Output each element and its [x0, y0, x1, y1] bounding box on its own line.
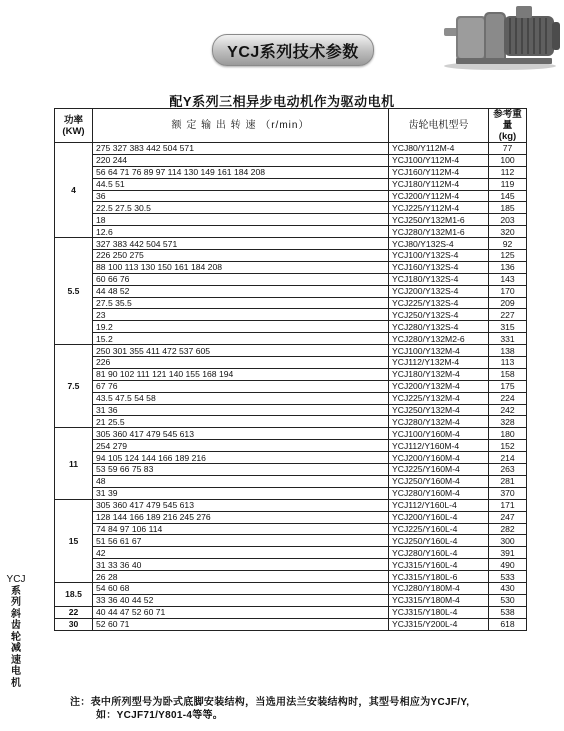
- table-row: [55, 535, 527, 547]
- speed-cell: 48: [93, 475, 389, 487]
- motor-model-cell: YCJ100/Y132S-4: [389, 250, 489, 262]
- weight-cell: 281: [489, 475, 527, 487]
- motor-model-cell: YCJ100/Y112M-4: [389, 154, 489, 166]
- weight-cell: 203: [489, 214, 527, 226]
- motor-model-cell: YCJ112/Y160L-4: [389, 499, 489, 511]
- weight-cell: 77: [489, 143, 527, 155]
- speed-cell: 27.5 35.5: [93, 297, 389, 309]
- header-weight-text: 参考重量 (kg): [493, 109, 522, 142]
- table-row: [55, 261, 527, 273]
- weight-cell: 125: [489, 250, 527, 262]
- header-speed: 额 定 输 出 转 速 （r/min）: [93, 109, 389, 143]
- side-label-char: 机: [11, 677, 21, 689]
- table-row: [55, 333, 527, 345]
- weight-cell: 138: [489, 345, 527, 357]
- weight-cell: 370: [489, 487, 527, 499]
- weight-cell: 185: [489, 202, 527, 214]
- speed-cell: 18: [93, 214, 389, 226]
- speed-cell: 26 28: [93, 571, 389, 583]
- speed-cell: 226: [93, 357, 389, 369]
- header-power: [55, 109, 93, 143]
- speed-cell: 33 36 40 44 52: [93, 594, 389, 606]
- footnote-line-2: 如：YCJF71/Y801-4等等。: [96, 710, 224, 721]
- speed-cell: 40 44 47 52 60 71: [93, 606, 389, 618]
- motor-model-cell: YCJ200/Y132S-4: [389, 285, 489, 297]
- weight-cell: 112: [489, 166, 527, 178]
- speed-cell: 254 279: [93, 440, 389, 452]
- table-row: [55, 190, 527, 202]
- speed-cell: 128 144 166 189 216 245 276: [93, 511, 389, 523]
- weight-cell: 224: [489, 392, 527, 404]
- power-cell: 30: [55, 618, 93, 630]
- speed-cell: 88 100 113 130 150 161 184 208: [93, 261, 389, 273]
- speed-cell: 250 301 355 411 472 537 605: [93, 345, 389, 357]
- table-row: [55, 487, 527, 499]
- table-row: [55, 428, 527, 440]
- table-row: [55, 178, 527, 190]
- speed-cell: 42: [93, 547, 389, 559]
- speed-cell: 44 48 52: [93, 285, 389, 297]
- speed-cell: 43.5 47.5 54 58: [93, 392, 389, 404]
- motor-model-cell: YCJ280/Y132M1-6: [389, 226, 489, 238]
- side-label-char: 减: [11, 643, 21, 654]
- side-label-char: 列: [11, 597, 21, 608]
- table-row: [55, 309, 527, 321]
- motor-model-cell: YCJ180/Y112M-4: [389, 178, 489, 190]
- gear-motor-image: [440, 2, 562, 72]
- table-row: [55, 475, 527, 487]
- speed-cell: 12.6: [93, 226, 389, 238]
- motor-model-cell: YCJ250/Y132M-4: [389, 404, 489, 416]
- motor-model-cell: YCJ112/Y160M-4: [389, 440, 489, 452]
- weight-cell: 175: [489, 380, 527, 392]
- motor-model-cell: YCJ160/Y132S-4: [389, 261, 489, 273]
- table-row: [55, 273, 527, 285]
- motor-model-cell: YCJ250/Y160M-4: [389, 475, 489, 487]
- speed-cell: 305 360 417 479 545 613: [93, 499, 389, 511]
- motor-model-cell: YCJ280/Y132M2-6: [389, 333, 489, 345]
- weight-cell: 214: [489, 452, 527, 464]
- motor-model-cell: YCJ100/Y160M-4: [389, 428, 489, 440]
- weight-cell: 171: [489, 499, 527, 511]
- weight-cell: 100: [489, 154, 527, 166]
- motor-model-cell: YCJ280/Y180M-4: [389, 582, 489, 594]
- motor-model-cell: YCJ315/Y180M-4: [389, 594, 489, 606]
- weight-cell: 282: [489, 523, 527, 535]
- side-label: [4, 574, 28, 689]
- power-cell: 15: [55, 499, 93, 582]
- weight-cell: 209: [489, 297, 527, 309]
- motor-model-cell: YCJ100/Y132M-4: [389, 345, 489, 357]
- speed-cell: 36: [93, 190, 389, 202]
- speed-cell: 54 60 68: [93, 582, 389, 594]
- motor-model-cell: YCJ80/Y112M-4: [389, 143, 489, 155]
- speed-cell: 53 59 66 75 83: [93, 464, 389, 476]
- header-weight: [489, 109, 527, 143]
- table-row: [55, 285, 527, 297]
- table-row: [55, 392, 527, 404]
- motor-model-cell: YCJ225/Y132S-4: [389, 297, 489, 309]
- motor-model-cell: YCJ250/Y160L-4: [389, 535, 489, 547]
- footnote-line-1: 注：表中所列型号为卧式底脚安装结构，当选用法兰安装结构时，其型号相应为YCJF/Y,: [70, 697, 470, 708]
- table-row: [55, 143, 527, 155]
- title-banner: [212, 34, 374, 66]
- motor-model-cell: YCJ280/Y132S-4: [389, 321, 489, 333]
- side-label-char: 电: [11, 666, 21, 677]
- motor-model-cell: YCJ200/Y160M-4: [389, 452, 489, 464]
- table-row: [55, 559, 527, 571]
- weight-cell: 170: [489, 285, 527, 297]
- speed-cell: 31 33 36 40: [93, 559, 389, 571]
- spec-table-body: [55, 143, 527, 631]
- table-subtitle: 配Y系列三相异步电动机作为驱动电机: [169, 94, 395, 109]
- power-cell: 5.5: [55, 238, 93, 345]
- motor-model-cell: YCJ200/Y112M-4: [389, 190, 489, 202]
- speed-cell: 51 56 61 67: [93, 535, 389, 547]
- weight-cell: 391: [489, 547, 527, 559]
- speed-cell: 275 327 383 442 504 571: [93, 143, 389, 155]
- table-row: [55, 214, 527, 226]
- speed-cell: 74 84 97 106 114: [93, 523, 389, 535]
- speed-cell: 67 76: [93, 380, 389, 392]
- speed-cell: 15.2: [93, 333, 389, 345]
- motor-model-cell: YCJ315/Y180L-6: [389, 571, 489, 583]
- weight-cell: 530: [489, 594, 527, 606]
- speed-cell: 305 360 417 479 545 613: [93, 428, 389, 440]
- speed-cell: 52 60 71: [93, 618, 389, 630]
- weight-cell: 119: [489, 178, 527, 190]
- weight-cell: 618: [489, 618, 527, 630]
- header-power-text: 功率 (KW): [62, 114, 85, 137]
- table-row: [55, 594, 527, 606]
- table-row: [55, 321, 527, 333]
- table-row: [55, 238, 527, 250]
- table-row: [55, 618, 527, 630]
- table-row: [55, 368, 527, 380]
- weight-cell: 538: [489, 606, 527, 618]
- speed-cell: 60 66 76: [93, 273, 389, 285]
- power-cell: 7.5: [55, 345, 93, 428]
- table-row: [55, 404, 527, 416]
- motor-model-cell: YCJ225/Y132M-4: [389, 392, 489, 404]
- speed-cell: 94 105 124 144 166 189 216: [93, 452, 389, 464]
- speed-cell: 22.5 27.5 30.5: [93, 202, 389, 214]
- speed-cell: 220 244: [93, 154, 389, 166]
- table-row: [55, 166, 527, 178]
- weight-cell: 430: [489, 582, 527, 594]
- weight-cell: 331: [489, 333, 527, 345]
- speed-cell: 327 383 442 504 571: [93, 238, 389, 250]
- speed-cell: 23: [93, 309, 389, 321]
- motor-model-cell: YCJ225/Y112M-4: [389, 202, 489, 214]
- motor-model-cell: YCJ225/Y160L-4: [389, 523, 489, 535]
- table-row: [55, 345, 527, 357]
- side-label-char: 系: [11, 585, 21, 597]
- table-row: [55, 606, 527, 618]
- motor-model-cell: YCJ315/Y200L-4: [389, 618, 489, 630]
- table-row: [55, 297, 527, 309]
- table-row: [55, 571, 527, 583]
- weight-cell: 152: [489, 440, 527, 452]
- power-cell: 11: [55, 428, 93, 499]
- weight-cell: 320: [489, 226, 527, 238]
- side-label-char: 斜: [11, 608, 21, 620]
- weight-cell: 328: [489, 416, 527, 428]
- table-row: [55, 547, 527, 559]
- power-cell: 22: [55, 606, 93, 618]
- table-row: [55, 499, 527, 511]
- header-motor-model: 齿轮电机型号: [389, 109, 489, 143]
- motor-model-cell: YCJ250/Y132M1-6: [389, 214, 489, 226]
- speed-cell: 21 25.5: [93, 416, 389, 428]
- speed-cell: 31 39: [93, 487, 389, 499]
- table-row: [55, 440, 527, 452]
- weight-cell: 263: [489, 464, 527, 476]
- side-label-char: 齿: [11, 620, 21, 631]
- weight-cell: 490: [489, 559, 527, 571]
- motor-model-cell: YCJ225/Y160M-4: [389, 464, 489, 476]
- weight-cell: 145: [489, 190, 527, 202]
- table-row: [55, 357, 527, 369]
- motor-model-cell: YCJ180/Y132M-4: [389, 368, 489, 380]
- weight-cell: 143: [489, 273, 527, 285]
- page-title: YCJ系列技术参数: [227, 43, 359, 61]
- motor-model-cell: YCJ112/Y132M-4: [389, 357, 489, 369]
- weight-cell: 113: [489, 357, 527, 369]
- side-label-prefix: YCJ: [6, 574, 26, 585]
- motor-model-cell: YCJ280/Y160L-4: [389, 547, 489, 559]
- motor-model-cell: YCJ80/Y132S-4: [389, 238, 489, 250]
- table-row: [55, 416, 527, 428]
- power-cell: 18.5: [55, 582, 93, 606]
- motor-model-cell: YCJ315/Y160L-4: [389, 559, 489, 571]
- weight-cell: 136: [489, 261, 527, 273]
- speed-cell: 44.5 51: [93, 178, 389, 190]
- table-row: [55, 582, 527, 594]
- weight-cell: 92: [489, 238, 527, 250]
- side-label-chars: [4, 586, 28, 690]
- speed-cell: 56 64 71 76 89 97 114 130 149 161 184 208: [93, 166, 389, 178]
- motor-model-cell: YCJ280/Y132M-4: [389, 416, 489, 428]
- speed-cell: 81 90 102 111 121 140 155 168 194: [93, 368, 389, 380]
- table-row: [55, 380, 527, 392]
- motor-model-cell: YCJ180/Y132S-4: [389, 273, 489, 285]
- table-row: [55, 226, 527, 238]
- motor-model-cell: YCJ280/Y160M-4: [389, 487, 489, 499]
- table-row: [55, 511, 527, 523]
- motor-model-cell: YCJ315/Y180L-4: [389, 606, 489, 618]
- side-label-char: 轮: [11, 631, 21, 643]
- weight-cell: 315: [489, 321, 527, 333]
- power-cell: 4: [55, 143, 93, 238]
- motor-model-cell: YCJ250/Y132S-4: [389, 309, 489, 321]
- table-row: [55, 452, 527, 464]
- weight-cell: 180: [489, 428, 527, 440]
- table-row: [55, 154, 527, 166]
- weight-cell: 533: [489, 571, 527, 583]
- speed-cell: 226 250 275: [93, 250, 389, 262]
- speed-cell: 19.2: [93, 321, 389, 333]
- table-row: [55, 464, 527, 476]
- weight-cell: 227: [489, 309, 527, 321]
- header-row: [55, 109, 527, 143]
- table-row: [55, 202, 527, 214]
- motor-model-cell: YCJ200/Y160L-4: [389, 511, 489, 523]
- weight-cell: 242: [489, 404, 527, 416]
- weight-cell: 247: [489, 511, 527, 523]
- table-row: [55, 523, 527, 535]
- motor-model-cell: YCJ160/Y112M-4: [389, 166, 489, 178]
- weight-cell: 300: [489, 535, 527, 547]
- spec-table: [54, 108, 527, 631]
- side-label-char: 速: [11, 654, 21, 666]
- weight-cell: 158: [489, 368, 527, 380]
- speed-cell: 31 36: [93, 404, 389, 416]
- table-row: [55, 250, 527, 262]
- motor-model-cell: YCJ200/Y132M-4: [389, 380, 489, 392]
- footnote: [70, 696, 550, 722]
